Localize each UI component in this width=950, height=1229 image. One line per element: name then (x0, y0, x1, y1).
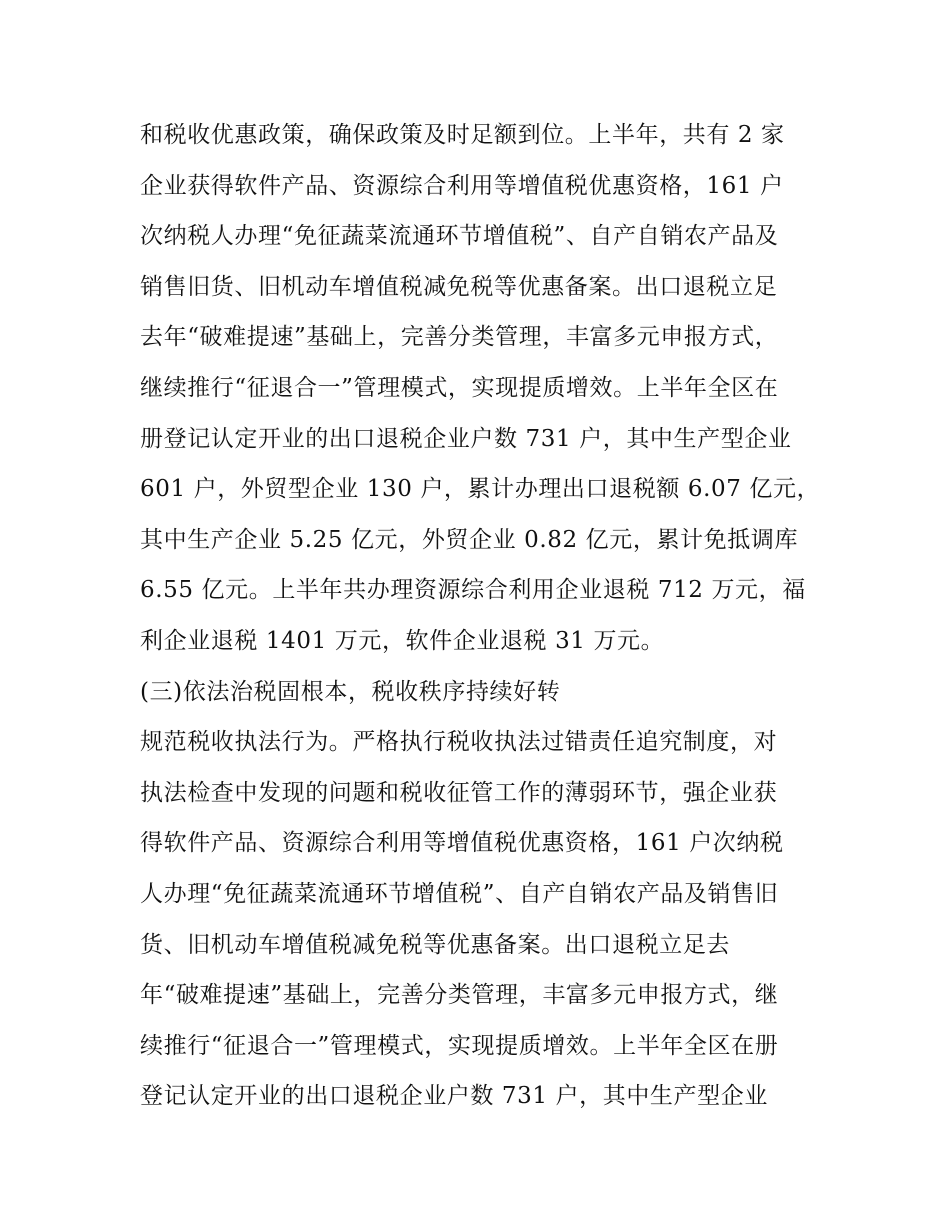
paragraph-line: 利企业退税 1401 万元，软件企业退税 31 万元。 (140, 627, 665, 654)
paragraph-line: 次纳税人办理“免征蔬菜流通环节增值税”、自产自销农产品及 (140, 223, 779, 250)
paragraph-line: 登记认定开业的出口退税企业户数 731 户，其中生产型企业 (140, 1083, 768, 1110)
paragraph-line: 续推行“征退合一”管理模式，实现提质增效。上半年全区在册 (140, 1032, 779, 1059)
paragraph-line: 去年“破难提速”基础上，完善分类管理，丰富多元申报方式， (140, 324, 779, 351)
section-heading: (三)依法治税固根本，税收秩序持续好转 (140, 678, 561, 705)
paragraph-line: 得软件产品、资源综合利用等增值税优惠资格，161 户次纳税 (140, 830, 784, 857)
paragraph-line: 601 户，外贸型企业 130 户，累计办理出口退税额 6.07 亿元， (140, 476, 821, 503)
paragraph-line: 企业获得软件产品、资源综合利用等增值税优惠资格，161 户 (140, 172, 784, 199)
paragraph-line: 货、旧机动车增值税减免税等优惠备案。出口退税立足去 (140, 931, 730, 958)
paragraph-line: 销售旧货、旧机动车增值税减免税等优惠备案。出口退税立足 (140, 273, 778, 300)
paragraph-line: 规范税收执法行为。严格执行税收执法过错责任追究制度，对 (140, 729, 778, 756)
document-body (140, 110, 820, 1122)
paragraph-line: 册登记认定开业的出口退税企业户数 731 户，其中生产型企业 (140, 425, 792, 452)
paragraph-line: 年“破难提速”基础上，完善分类管理，丰富多元申报方式，继 (140, 982, 779, 1009)
paragraph-line: 其中生产企业 5.25 亿元，外贸企业 0.82 亿元，累计免抵调库 (140, 526, 799, 553)
paragraph-line: 人办理“免征蔬菜流通环节增值税”、自产自销农产品及销售旧 (140, 880, 779, 907)
paragraph-line: 6.55 亿元。上半年共办理资源综合利用企业退税 712 万元，福 (140, 577, 806, 604)
paragraph-line: 执法检查中发现的问题和税收征管工作的薄弱环节，强企业获 (140, 779, 778, 806)
paragraph-line: 继续推行“征退合一”管理模式，实现提质增效。上半年全区在 (140, 374, 779, 401)
paragraph-line: 和税收优惠政策，确保政策及时足额到位。上半年，共有 2 家 (140, 122, 785, 148)
